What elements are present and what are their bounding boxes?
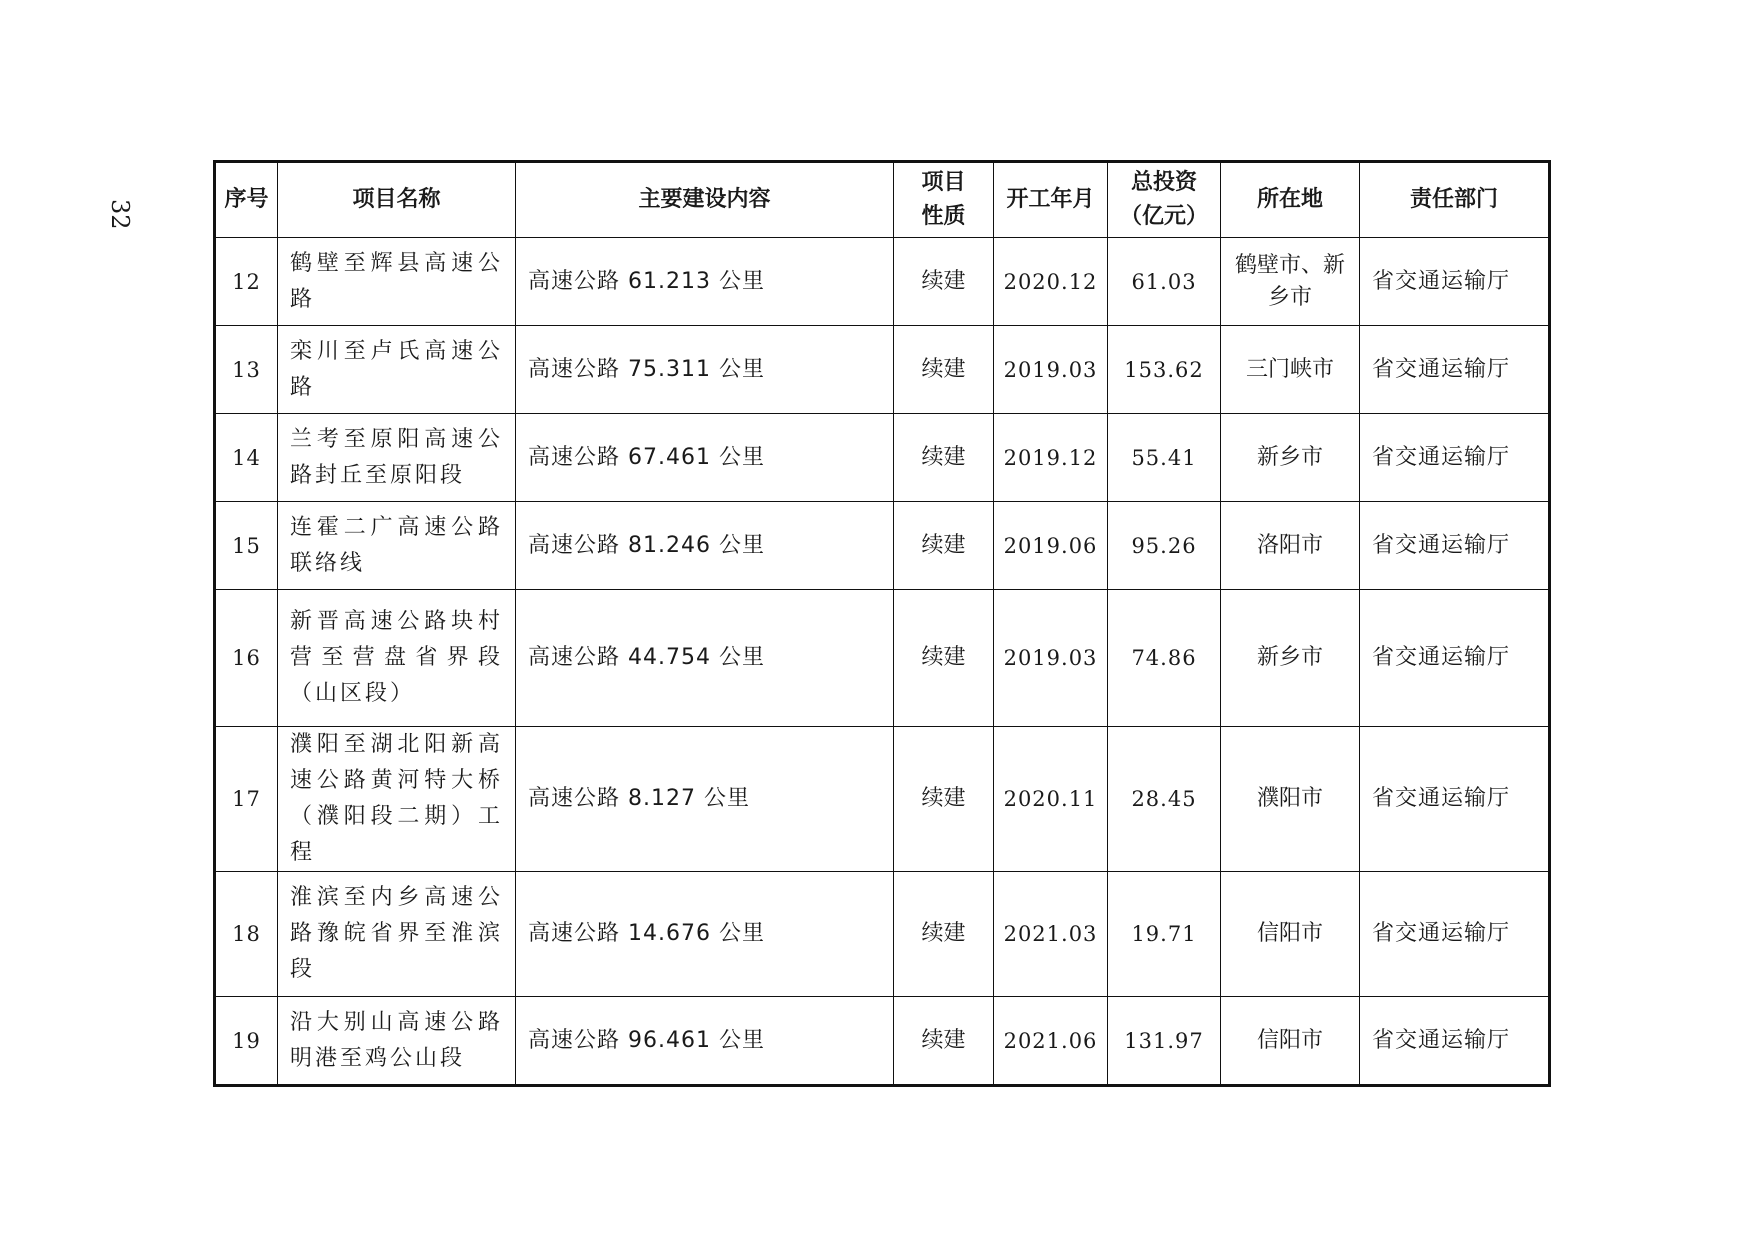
cell-location: 新乡市 [1221,414,1360,502]
cell-construction-content: 高速公路 81.246 公里 [516,502,894,590]
page-number-text: 32 [106,199,134,230]
cell-project-name: 淮滨至内乡高速公路豫皖省界至淮滨段 [278,872,516,997]
cell-project-nature: 续建 [894,326,994,414]
cell-responsible-dept: 省交通运输厅 [1360,326,1550,414]
cell-project-nature: 续建 [894,727,994,872]
cell-project-nature: 续建 [894,502,994,590]
cell-project-name: 鹤壁至辉县高速公路 [278,238,516,326]
header-name: 项目名称 [278,162,516,238]
header-nature-line2: 性质 [921,204,966,229]
cell-project-nature: 续建 [894,238,994,326]
cell-responsible-dept: 省交通运输厅 [1360,872,1550,997]
page-number [50,185,190,230]
header-nature [894,162,994,238]
cell-project-name: 沿大别山高速公路明港至鸡公山段 [278,997,516,1086]
cell-project-nature: 续建 [894,997,994,1086]
table-row [215,590,1550,727]
table-row [215,326,1550,414]
table-row [215,727,1550,872]
cell-location: 鹤壁市、新乡市 [1221,238,1360,326]
cell-construction-content: 高速公路 8.127 公里 [516,727,894,872]
header-nature-line1: 项目 [921,170,966,195]
cell-location: 信阳市 [1221,997,1360,1086]
table-row [215,502,1550,590]
cell-project-name: 栾川至卢氏高速公路 [278,326,516,414]
cell-construction-content: 高速公路 61.213 公里 [516,238,894,326]
cell-total-investment: 74.86 [1108,590,1221,727]
cell-total-investment: 28.45 [1108,727,1221,872]
cell-responsible-dept: 省交通运输厅 [1360,502,1550,590]
cell-project-name: 连霍二广高速公路联络线 [278,502,516,590]
cell-start-date: 2019.03 [994,326,1108,414]
cell-construction-content: 高速公路 96.461 公里 [516,997,894,1086]
project-table-container [213,160,1548,1087]
header-seq: 序号 [215,162,278,238]
cell-total-investment: 19.71 [1108,872,1221,997]
cell-seq: 15 [215,502,278,590]
header-invest-line1: 总投资 [1130,170,1197,195]
cell-construction-content: 高速公路 67.461 公里 [516,414,894,502]
table-row [215,414,1550,502]
cell-project-nature: 续建 [894,414,994,502]
cell-total-investment: 61.03 [1108,238,1221,326]
project-table [213,160,1551,1087]
cell-location: 三门峡市 [1221,326,1360,414]
table-header-row [215,162,1550,238]
cell-location: 新乡市 [1221,590,1360,727]
header-start: 开工年月 [994,162,1108,238]
cell-responsible-dept: 省交通运输厅 [1360,238,1550,326]
table-row [215,872,1550,997]
cell-start-date: 2020.12 [994,238,1108,326]
cell-project-name: 新晋高速公路块村营至营盘省界段（山区段） [278,590,516,727]
cell-project-nature: 续建 [894,872,994,997]
cell-responsible-dept: 省交通运输厅 [1360,727,1550,872]
cell-seq: 14 [215,414,278,502]
cell-start-date: 2019.03 [994,590,1108,727]
cell-responsible-dept: 省交通运输厅 [1360,590,1550,727]
table-row [215,997,1550,1086]
cell-seq: 12 [215,238,278,326]
cell-total-investment: 153.62 [1108,326,1221,414]
cell-responsible-dept: 省交通运输厅 [1360,414,1550,502]
header-content: 主要建设内容 [516,162,894,238]
cell-start-date: 2020.11 [994,727,1108,872]
cell-project-name: 兰考至原阳高速公路封丘至原阳段 [278,414,516,502]
cell-total-investment: 55.41 [1108,414,1221,502]
header-location: 所在地 [1221,162,1360,238]
cell-construction-content: 高速公路 75.311 公里 [516,326,894,414]
cell-location: 洛阳市 [1221,502,1360,590]
cell-project-nature: 续建 [894,590,994,727]
cell-construction-content: 高速公路 44.754 公里 [516,590,894,727]
cell-start-date: 2021.03 [994,872,1108,997]
cell-project-name: 濮阳至湖北阳新高速公路黄河特大桥（濮阳段二期）工程 [278,727,516,872]
cell-start-date: 2019.06 [994,502,1108,590]
cell-seq: 16 [215,590,278,727]
cell-location: 信阳市 [1221,872,1360,997]
header-invest [1108,162,1221,238]
cell-seq: 18 [215,872,278,997]
cell-responsible-dept: 省交通运输厅 [1360,997,1550,1086]
header-invest-line2: （亿元） [1119,204,1208,229]
cell-construction-content: 高速公路 14.676 公里 [516,872,894,997]
cell-total-investment: 95.26 [1108,502,1221,590]
table-row [215,238,1550,326]
cell-total-investment: 131.97 [1108,997,1221,1086]
cell-start-date: 2019.12 [994,414,1108,502]
cell-location: 濮阳市 [1221,727,1360,872]
cell-seq: 17 [215,727,278,872]
cell-start-date: 2021.06 [994,997,1108,1086]
cell-seq: 13 [215,326,278,414]
cell-seq: 19 [215,997,278,1086]
header-dept: 责任部门 [1360,162,1550,238]
